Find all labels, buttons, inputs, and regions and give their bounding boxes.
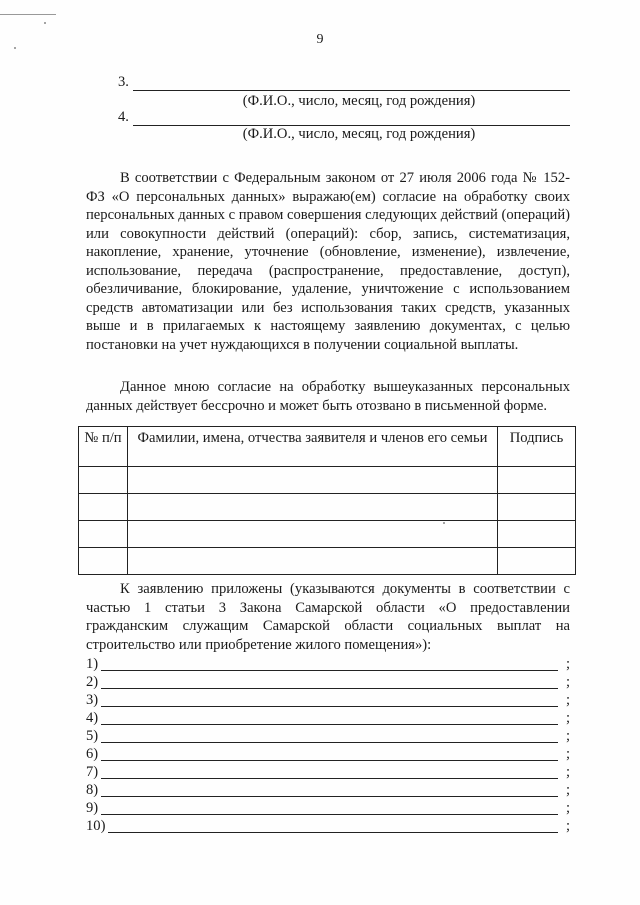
validity-paragraph: Данное мною согласие на обработку вышеуказанных персональных данных действует бессрочно и может быть отозвано в письменной форме.: [86, 379, 570, 414]
blank-line[interactable]: [101, 778, 558, 779]
blank-line[interactable]: [101, 706, 558, 707]
attachment-number: 4): [86, 710, 99, 726]
attachment-line-6: [86, 746, 570, 764]
attachment-semicolon: ;: [565, 818, 570, 834]
signature-line-3: [118, 74, 570, 94]
blank-line[interactable]: [101, 670, 558, 671]
table-cell[interactable]: [498, 521, 576, 548]
attachment-line-1: [86, 656, 570, 674]
table-cell[interactable]: [79, 521, 128, 548]
table-cell[interactable]: [128, 548, 498, 575]
blank-line[interactable]: [101, 796, 558, 797]
table-cell[interactable]: [498, 467, 576, 494]
attachment-number: 10): [86, 818, 106, 834]
attachment-line-5: [86, 728, 570, 746]
signature-caption: (Ф.И.О., число, месяц, год рождения): [242, 126, 476, 142]
attachment-line-7: [86, 764, 570, 782]
blank-line[interactable]: [108, 832, 558, 833]
table-header-signature: Подпись: [498, 427, 576, 467]
scan-mark-top-left: [0, 14, 56, 15]
blank-line[interactable]: [101, 724, 558, 725]
table-cell[interactable]: [128, 467, 498, 494]
attachment-semicolon: ;: [565, 728, 570, 744]
blank-line[interactable]: [101, 688, 558, 689]
attachment-number: 2): [86, 674, 99, 690]
attachment-number: 9): [86, 800, 99, 816]
attachment-line-8: [86, 782, 570, 800]
attachment-number: 1): [86, 656, 99, 672]
signature-line-number: 4.: [118, 109, 129, 125]
attachment-semicolon: ;: [565, 764, 570, 780]
table-header-row: [79, 427, 576, 467]
attachment-line-3: [86, 692, 570, 710]
table-cell[interactable]: [79, 467, 128, 494]
table-row: [79, 467, 576, 494]
attachment-line-4: [86, 710, 570, 728]
attachment-number: 6): [86, 746, 99, 762]
attachment-semicolon: ;: [565, 800, 570, 816]
blank-line[interactable]: [101, 760, 558, 761]
blank-line[interactable]: [101, 742, 558, 743]
blank-line[interactable]: [133, 90, 570, 91]
table-cell[interactable]: [498, 548, 576, 575]
blank-line[interactable]: [101, 814, 558, 815]
attachment-number: 5): [86, 728, 99, 744]
attachment-line-9: [86, 800, 570, 818]
attachments-intro: К заявлению приложены (указываются документы в соответствии с частью 1 статьи 3 Закона Самарской области «О предоставлении гражданским служащим Самарской области социальных выплат на строительство или приобретение жилого помещения»):: [86, 581, 570, 653]
table-cell[interactable]: [79, 494, 128, 521]
attachment-semicolon: ;: [565, 692, 570, 708]
signature-line-number: 3.: [118, 74, 129, 90]
table-cell[interactable]: [128, 521, 498, 548]
scan-speck: [44, 22, 46, 24]
family-members-table: [78, 426, 576, 575]
attachment-semicolon: ;: [565, 710, 570, 726]
table-header-names: Фамилии, имена, отчества заявителя и членов его семьи: [128, 427, 498, 467]
consent-paragraph: В соответствии с Федеральным законом от 27 июля 2006 года № 152-ФЗ «О персональных данных» выражаю(ем) согласие на обработку своих персональных данных с правом совершения следующих действий (операций) или совокупности действий (операций): сбор, запись, систематизация, накопление, хранение, уточнение (обновление, изменение), извлечение, использование, передача (распространение, предоставление, доступ), обезличивание, блокирование, удаление, уничтожение с использованием средств автоматизации или без использования таких средств, указанных выше и в прилагаемых к настоящему заявлению документах, с целью постановки на учет нуждающихся в получении социальной выплаты.: [86, 170, 570, 353]
page-number: 9: [316, 32, 324, 47]
attachment-number: 7): [86, 764, 99, 780]
attachment-line-2: [86, 674, 570, 692]
table-row: [79, 548, 576, 575]
table-header-number: № п/п: [79, 427, 128, 467]
attachment-semicolon: ;: [565, 746, 570, 762]
table-row: [79, 494, 576, 521]
attachment-semicolon: ;: [565, 656, 570, 672]
attachment-semicolon: ;: [565, 674, 570, 690]
table-cell[interactable]: [498, 494, 576, 521]
attachment-number: 3): [86, 692, 99, 708]
signature-caption: (Ф.И.О., число, месяц, год рождения): [242, 93, 476, 109]
table-cell[interactable]: [128, 494, 498, 521]
attachment-semicolon: ;: [565, 782, 570, 798]
attachment-line-10: [86, 818, 570, 836]
table-row: [79, 521, 576, 548]
attachment-number: 8): [86, 782, 99, 798]
table-cell[interactable]: [79, 548, 128, 575]
